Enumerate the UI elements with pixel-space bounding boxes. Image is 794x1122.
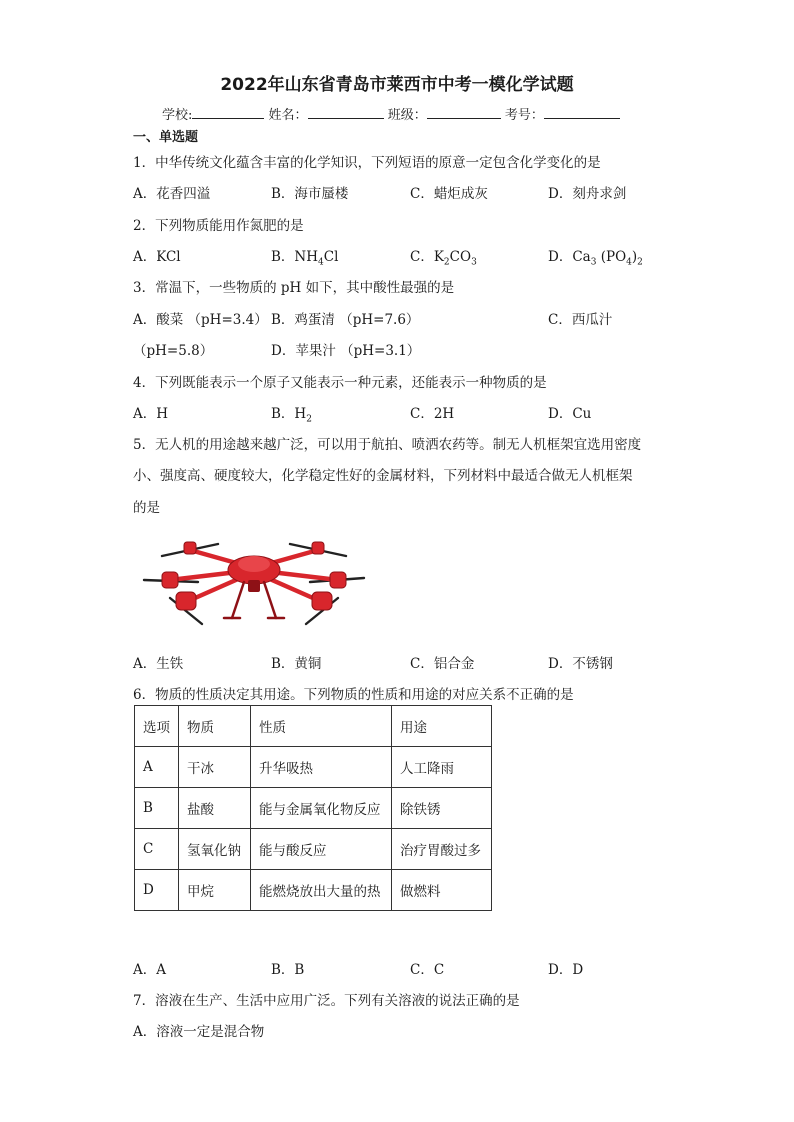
q2-b-prefix: B．NH [271,249,319,265]
q1-option-b: B．海市蜃楼 [271,186,349,202]
number-blank [544,106,620,119]
table-cell: 人工降雨 [392,747,492,788]
q4-option-b [271,402,312,425]
q2-d-sub2: 4 [626,257,632,268]
drone-image [140,528,368,632]
table-row [135,870,492,911]
q6-option-b: B．B [271,962,305,978]
q1-stem: 1．中华传统文化蕴含丰富的化学知识，下列短语的原意一定包含化学变化的是 [133,155,601,171]
table-cell: 能与金属氧化物反应 [251,788,392,829]
page-title: 2022年山东省青岛市莱西市中考一模化学试题 [220,75,574,95]
q4-b-sub: 2 [306,414,312,425]
q3-option-d: D．苹果汁 （pH=3.1） [271,343,421,359]
q2-d-sub3: 2 [637,257,643,268]
q6-option-d: D．D [548,962,584,978]
name-label: 姓名： [268,108,308,123]
q2-c-mid: CO [449,249,472,265]
q6-option-c: C．C [410,962,445,978]
table-cell: 除铁锈 [392,788,492,829]
q6-stem: 6．物质的性质决定其用途。下列物质的性质和用途的对应关系不正确的是 [133,687,574,703]
class-label: 班级： [387,108,427,123]
student-info-line [162,104,620,123]
table-cell: 治疗胃酸过多 [392,829,492,870]
q7-stem: 7．溶液在生产、生活中应用广泛。下列有关溶液的说法正确的是 [133,993,520,1009]
q5-stem-line3: 的是 [133,500,160,516]
q1-option-c: C．蜡炬成灰 [410,186,488,202]
school-label: 学校: [162,108,193,123]
q2-b-suffix: Cl [323,249,339,265]
table-header-cell: 性质 [251,706,392,747]
q4-option-c: C．2H [410,406,455,422]
q2-c-sub1: 2 [443,257,450,268]
table-cell: 甲烷 [179,870,251,911]
q1-option-d: D．刻舟求剑 [548,186,627,202]
number-label: 考号： [504,108,544,123]
table-cell: C [135,829,179,870]
q5-option-c: C．铝合金 [410,656,475,672]
table-cell: 升华吸热 [251,747,392,788]
q2-option-a: A．KCl [133,249,181,265]
q4-option-a: A．H [133,406,169,422]
q2-c-prefix: C．K [410,249,444,265]
table-cell: 能与酸反应 [251,829,392,870]
q3-option-c: C．西瓜汁 [548,312,613,328]
table-cell: 氢氧化钠 [179,829,251,870]
q2-c-sub2: 3 [471,257,477,268]
name-blank [308,106,384,119]
table-row [135,747,492,788]
q3-option-c-cont: （pH=5.8） [133,343,214,359]
q4-stem: 4．下列既能表示一个原子又能表示一种元素，还能表示一种物质的是 [133,375,547,391]
table-cell: 能燃烧放出大量的热 [251,870,392,911]
q3-option-a: A．酸菜 （pH=3.4） [133,312,268,328]
table-cell: D [135,870,179,911]
q2-d-mid: (PO [596,249,627,265]
q2-option-c [410,245,477,268]
q5-option-b: B．黄铜 [271,656,322,672]
q5-option-a: A．生铁 [133,656,184,672]
q2-option-b [271,245,338,268]
table-cell: B [135,788,179,829]
q3-option-b: B．鸡蛋清 （pH=7.6） [271,312,420,328]
table-cell: A [135,747,179,788]
q6-table [134,705,492,911]
table-cell: 做燃料 [392,870,492,911]
q3-stem: 3．常温下，一些物质的 pH 如下，其中酸性最强的是 [133,280,455,296]
q2-b-sub: 4 [318,257,324,268]
school-blank [192,106,264,119]
table-row [135,829,492,870]
q7-option-a: A．溶液一定是混合物 [133,1024,265,1040]
table-header-cell: 物质 [179,706,251,747]
q4-b-prefix: B．H [271,406,307,422]
table-header-cell: 用途 [392,706,492,747]
section-heading: 一、单选题 [133,130,199,145]
q4-option-d: D．Cu [548,406,592,422]
table-cell: 干冰 [179,747,251,788]
q6-option-a: A．A [133,962,166,978]
q2-d-sub1: 3 [590,257,597,268]
q5-stem-line1: 5．无人机的用途越来越广泛，可以用于航拍、喷洒农药等。制无人机框架宜选用密度 [133,437,642,453]
q5-stem-line2: 小、强度高、硬度较大，化学稳定性好的金属材料，下列材料中最适合做无人机框架 [133,468,633,484]
table-header-row [135,706,492,747]
q2-option-d [548,245,643,268]
table-row [135,788,492,829]
q2-stem: 2．下列物质能用作氮肥的是 [133,218,304,234]
q5-option-d: D．不锈钢 [548,656,613,672]
table-cell: 盐酸 [179,788,251,829]
class-blank [427,106,501,119]
q2-d-prefix: D．Ca [548,249,591,265]
q1-option-a: A．花香四溢 [133,186,211,202]
table-header-cell: 选项 [135,706,179,747]
q2-d-close: ) [631,249,638,265]
